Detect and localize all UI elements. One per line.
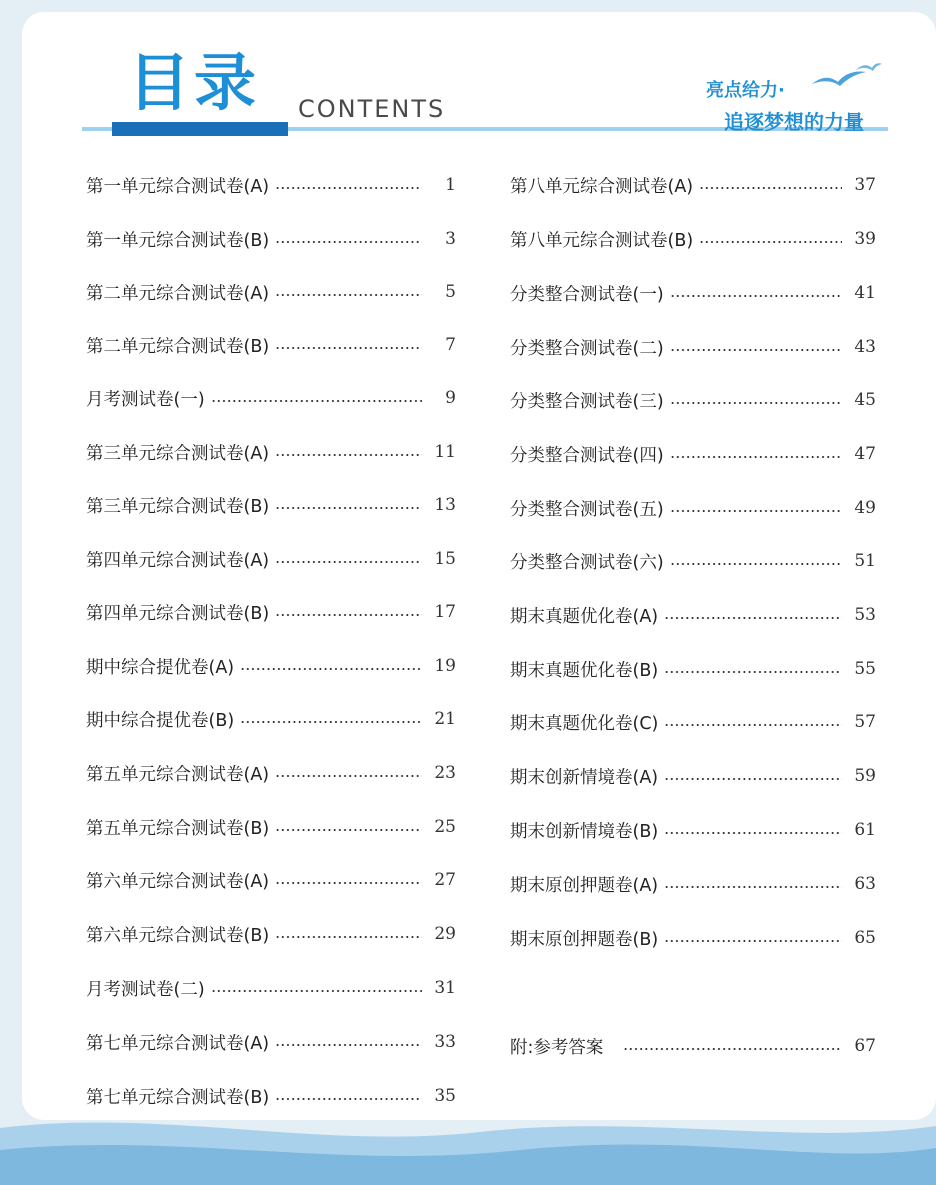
toc-entry[interactable] xyxy=(86,1027,456,1057)
toc-entry[interactable] xyxy=(86,437,456,467)
toc-entry-page: 49 xyxy=(854,498,876,518)
toc-entry-page: 33 xyxy=(434,1032,456,1052)
toc-entry-title: 第四单元综合测试卷(A) xyxy=(86,550,270,571)
dot-leader xyxy=(275,187,422,189)
toc-entry-page: 45 xyxy=(854,390,876,410)
toc-entry-title: 分类整合测试卷(二) xyxy=(510,338,664,359)
toc-entry-title: 分类整合测试卷(五) xyxy=(510,499,664,520)
toc-entry[interactable] xyxy=(510,332,876,362)
toc-entry-page: 37 xyxy=(854,175,876,195)
toc-entry[interactable] xyxy=(510,170,876,200)
toc-entry-title: 月考测试卷(二) xyxy=(86,979,205,1000)
toc-entry[interactable] xyxy=(510,654,876,684)
slogan-line-1: 亮点给力· xyxy=(706,80,785,101)
toc-entry-page: 1 xyxy=(445,175,456,195)
toc-entry[interactable] xyxy=(86,758,456,788)
toc-entry-title: 期末原创押题卷(B) xyxy=(510,929,659,950)
toc-entry[interactable] xyxy=(86,651,456,681)
dot-leader xyxy=(699,187,842,189)
toc-entry-page: 7 xyxy=(445,335,456,355)
toc-entry-page: 53 xyxy=(854,605,876,625)
dot-leader xyxy=(664,832,842,834)
toc-entry-title: 第四单元综合测试卷(B) xyxy=(86,603,270,624)
title-underline-bar xyxy=(112,122,288,136)
dot-leader xyxy=(670,510,842,512)
toc-entry-page: 67 xyxy=(854,1036,876,1056)
toc-entry-title: 第三单元综合测试卷(A) xyxy=(86,443,270,464)
toc-entry-title: 附:参考答案 xyxy=(510,1037,604,1058)
toc-entry-title: 第七单元综合测试卷(A) xyxy=(86,1033,270,1054)
toc-entry-title: 第八单元综合测试卷(B) xyxy=(510,230,694,251)
toc-entry-title: 期末创新情境卷(B) xyxy=(510,821,659,842)
toc-entry-title: 分类整合测试卷(六) xyxy=(510,552,664,573)
toc-entry-title: 第五单元综合测试卷(B) xyxy=(86,818,270,839)
toc-entry[interactable] xyxy=(510,546,876,576)
dot-leader xyxy=(670,563,842,565)
toc-entry[interactable] xyxy=(510,707,876,737)
dot-leader xyxy=(275,829,422,831)
toc-entry[interactable] xyxy=(86,544,456,574)
title-block xyxy=(128,48,278,118)
toc-entry-page: 13 xyxy=(434,495,456,515)
toc-entry-title: 第八单元综合测试卷(A) xyxy=(510,176,694,197)
dot-leader xyxy=(275,614,422,616)
dot-leader xyxy=(275,882,422,884)
toc-entry[interactable] xyxy=(510,439,876,469)
toc-entry[interactable] xyxy=(86,597,456,627)
toc-entry-title: 第六单元综合测试卷(B) xyxy=(86,925,270,946)
toc-entry-page: 3 xyxy=(445,229,456,249)
toc-entry-page: 43 xyxy=(854,337,876,357)
toc-entry-page: 51 xyxy=(854,551,876,571)
toc-entry[interactable] xyxy=(86,1081,456,1111)
dot-leader xyxy=(275,1044,422,1046)
toc-entry-page: 23 xyxy=(434,763,456,783)
toc-entry-title: 第三单元综合测试卷(B) xyxy=(86,496,270,517)
toc-entry[interactable] xyxy=(86,812,456,842)
dot-leader xyxy=(275,561,422,563)
toc-entry-title: 第一单元综合测试卷(B) xyxy=(86,230,270,251)
toc-entry-page: 61 xyxy=(854,820,876,840)
toc-entry[interactable] xyxy=(510,815,876,845)
dot-leader xyxy=(623,1048,842,1050)
toc-entry-page: 39 xyxy=(854,229,876,249)
dot-leader xyxy=(670,295,842,297)
dot-leader xyxy=(670,402,842,404)
toc-entry-page: 15 xyxy=(434,549,456,569)
toc-entry-title: 期中综合提优卷(A) xyxy=(86,657,235,678)
toc-entry-page: 55 xyxy=(854,659,876,679)
toc-entry-appendix[interactable] xyxy=(510,1031,876,1061)
toc-entry-title: 期末原创押题卷(A) xyxy=(510,875,659,896)
toc-entry[interactable] xyxy=(86,490,456,520)
toc-entry[interactable] xyxy=(510,224,876,254)
dot-leader xyxy=(664,671,842,673)
dot-leader xyxy=(275,507,422,509)
toc-entry[interactable] xyxy=(86,973,456,1003)
dot-leader xyxy=(664,886,842,888)
dot-leader xyxy=(670,456,842,458)
toc-entry-title: 第七单元综合测试卷(B) xyxy=(86,1087,270,1108)
dot-leader xyxy=(275,347,422,349)
dot-leader xyxy=(664,617,842,619)
toc-entry-title: 分类整合测试卷(三) xyxy=(510,391,664,412)
toc-entry[interactable] xyxy=(510,385,876,415)
dot-leader xyxy=(240,721,422,723)
toc-entry[interactable] xyxy=(510,923,876,953)
toc-entry[interactable] xyxy=(510,869,876,899)
slogan-line-2: 追逐梦想的力量 xyxy=(724,110,864,134)
page-title: 目录 xyxy=(128,46,261,119)
toc-entry[interactable] xyxy=(86,170,456,200)
toc-entry-title: 期末真题优化卷(B) xyxy=(510,660,659,681)
toc-entry-page: 63 xyxy=(854,874,876,894)
toc-entry-page: 29 xyxy=(434,924,456,944)
toc-entry-page: 17 xyxy=(434,602,456,622)
toc-entry-title: 第六单元综合测试卷(A) xyxy=(86,871,270,892)
toc-entry-page: 59 xyxy=(854,766,876,786)
dot-leader xyxy=(275,241,422,243)
dot-leader xyxy=(211,400,422,402)
toc-entry-title: 第二单元综合测试卷(A) xyxy=(86,283,270,304)
toc-entry[interactable] xyxy=(86,919,456,949)
toc-entry-title: 期末真题优化卷(A) xyxy=(510,606,659,627)
toc-entry-page: 41 xyxy=(854,283,876,303)
dot-leader xyxy=(275,1098,422,1100)
dot-leader xyxy=(275,294,422,296)
dot-leader xyxy=(275,775,422,777)
toc-entry-title: 期末真题优化卷(C) xyxy=(510,713,659,734)
toc-entry-page: 31 xyxy=(434,978,456,998)
dot-leader xyxy=(664,778,842,780)
toc-entry[interactable] xyxy=(510,493,876,523)
toc-entry-page: 9 xyxy=(445,388,456,408)
toc-entry-page: 21 xyxy=(434,709,456,729)
dot-leader xyxy=(664,724,842,726)
toc-entry-page: 65 xyxy=(854,928,876,948)
toc-entry-page: 5 xyxy=(445,282,456,302)
toc-entry[interactable] xyxy=(510,600,876,630)
dot-leader xyxy=(240,668,422,670)
toc-entry-title: 第五单元综合测试卷(A) xyxy=(86,764,270,785)
page-title-english: CONTENTS xyxy=(298,95,446,123)
toc-entry-title: 月考测试卷(一) xyxy=(86,389,205,410)
dot-leader xyxy=(664,940,842,942)
toc-entry-page: 27 xyxy=(434,870,456,890)
toc-entry-title: 第一单元综合测试卷(A) xyxy=(86,176,270,197)
toc-entry-title: 分类整合测试卷(四) xyxy=(510,445,664,466)
toc-entry-title: 期中综合提优卷(B) xyxy=(86,710,235,731)
toc-entry-page: 57 xyxy=(854,712,876,732)
dot-leader xyxy=(699,241,842,243)
seagull-icon xyxy=(808,62,884,92)
toc-entry-page: 19 xyxy=(434,656,456,676)
toc-entry[interactable] xyxy=(86,704,456,734)
toc-entry-page: 47 xyxy=(854,444,876,464)
toc-entry[interactable] xyxy=(86,277,456,307)
dot-leader xyxy=(211,990,422,992)
toc-entry[interactable] xyxy=(510,278,876,308)
dot-leader xyxy=(275,936,422,938)
dot-leader xyxy=(275,454,422,456)
toc-entry[interactable] xyxy=(86,330,456,360)
toc-entry-page: 35 xyxy=(434,1086,456,1106)
toc-entry[interactable] xyxy=(86,224,456,254)
toc-entry[interactable] xyxy=(510,761,876,791)
toc-entry[interactable] xyxy=(86,383,456,413)
toc-entry-page: 25 xyxy=(434,817,456,837)
toc-entry-title: 分类整合测试卷(一) xyxy=(510,284,664,305)
toc-entry-title: 期末创新情境卷(A) xyxy=(510,767,659,788)
toc-entry-title: 第二单元综合测试卷(B) xyxy=(86,336,270,357)
toc-entry-page: 11 xyxy=(434,442,456,462)
toc-entry[interactable] xyxy=(86,865,456,895)
dot-leader xyxy=(670,349,842,351)
